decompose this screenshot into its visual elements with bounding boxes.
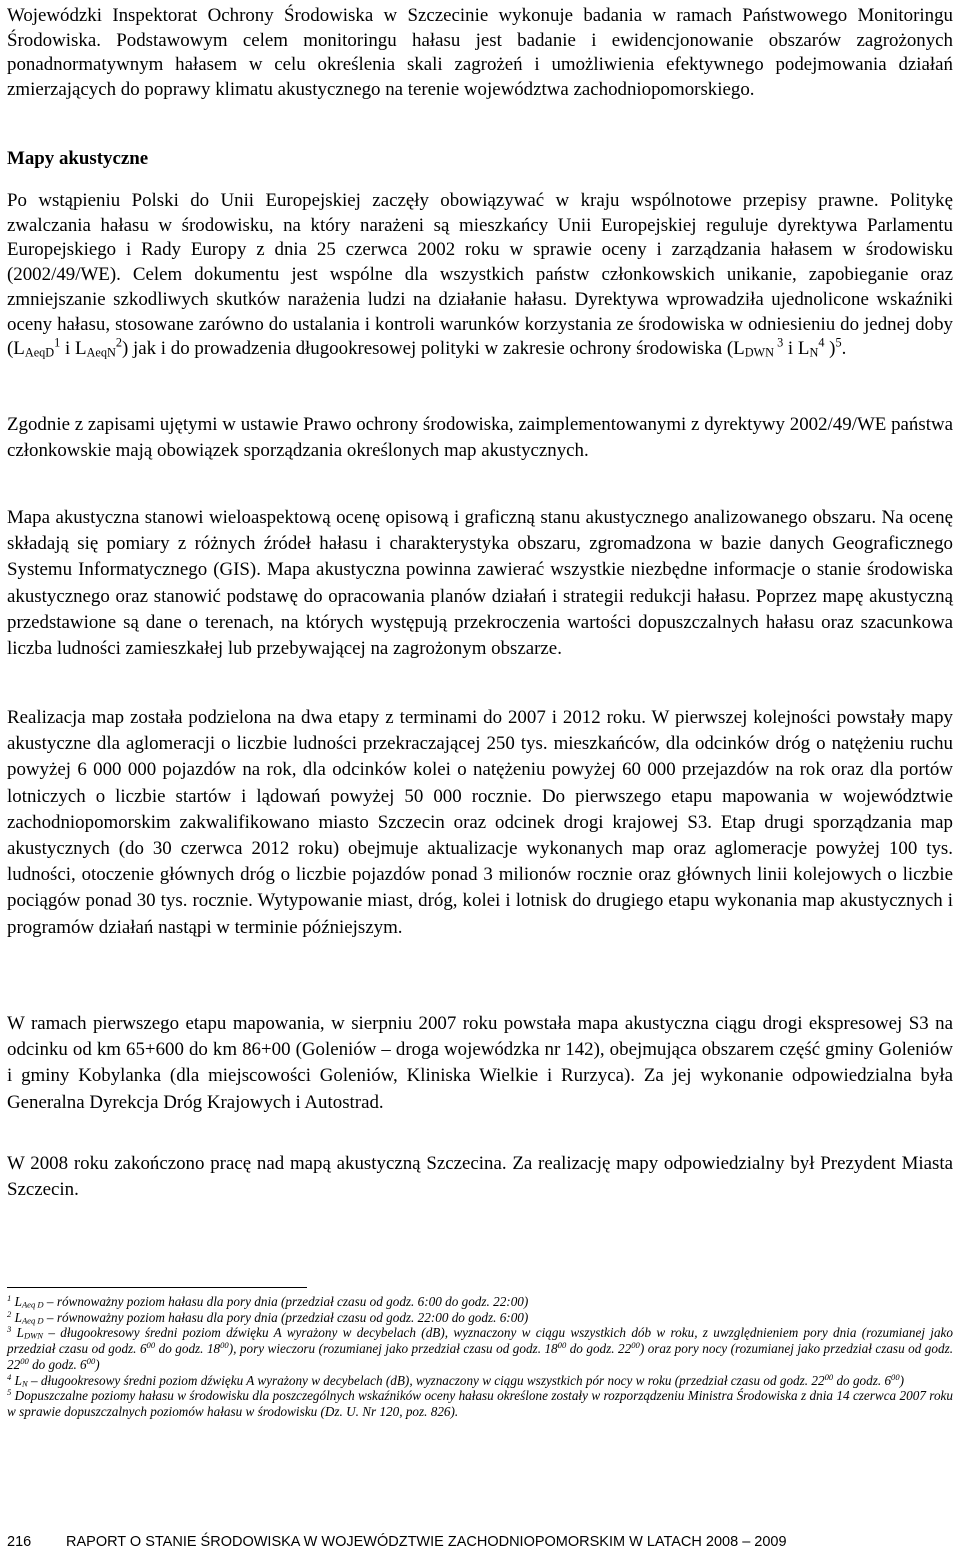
directive-paragraph	[7, 189, 953, 362]
conjunction: i	[783, 338, 798, 360]
footnote-1: $^1$ $L_{Aeq D}$ – równoważny poziom hałasu dla pory dnia (przedział czasu od godz. 6:00 do godz. 22:00)	[7, 1292, 529, 1310]
footnote-3: $^3$ $L_{DWN}$ – długookresowy średni poziom dźwięku A wyrażony w decybelach (dB), wyznaczony w ciągu wszystkich dób w roku, z uwzględnieniem pory dnia (rozumianej jako przedział czasu od godz. $6^{00}$ do godz. $18^{00}$), pory wieczoru (rozumianej jako przedział czasu od godz. $18^{00}$ do godz. $22^{00}$) oraz pory nocy (rozumianej jako przedział czasu od godz. $22^{00}$ do godz. $6^{00}$)	[7, 1324, 954, 1372]
stages-paragraph: Realizacja map została podzielona na dwa etapy z terminami do 2007 i 2012 roku. W pierwszej kolejności powstały mapy akustyczne dla aglomeracji o liczbie ludności przekraczającej 250 tys. mieszkańców, dla odcinków dróg o natężeniu ruchu powyżej 6 000 000 pojazdów na rok, dla odcinków kolei o natężeniu powyżej 60 000 przejazdów na rok oraz dla portów lotniczych o liczbie startów i lądowań powyżej 50 000 rocznie. Do pierwszego etapu mapowania w województwie zachodniopomorskim zakwalifikowano miasto Szczecin oraz odcinek drogi krajowej S3. Etap drugi sporządzania map akustycznych (do 30 czerwca 2012 roku) obejmuje aktualizacje wykonanych map oraz aglomeracje powyżej 100 tys. ludności, otoczenie głównych dróg o liczbie pojazdów ponad 3 milionów rocznie oraz głównych linii kolejowych o liczbie pociągów ponad 30 tys. rocznie. Wytypowanie miast, dróg, kolei i lotnisk do drugiego etapu wykonania map akustycznych i programów działań nastąpi w terminie późniejszym.	[7, 707, 953, 938]
report-title: RAPORT O STANIE ŚRODOWISKA W WOJEWÓDZTWIE ZACHODNIOPOMORSKIM W LATACH 2008 – 2009	[66, 1534, 787, 1550]
closing-paren: )	[824, 338, 836, 360]
intro-paragraph: Wojewódzki Inspektorat Ochrony Środowiska w Szczecinie wykonuje badania w ramach Państwowego Monitoringu Środowiska. Podstawowym celem monitoringu hałasu jest badanie i ewidencjonowanie obszarów zagrożonych ponadnormatywnym hałasem w celu określenia skali zagrożeń i umożliwienia efektywnego podejmowania działań zmierzających do poprawy klimatu akustycznego na terenie województwa zachodniopomorskiego.	[7, 5, 953, 101]
footnote-2: $^2$ $L_{Aeq D}$ – równoważny poziom hałasu dla pory dnia (przedział czasu od godz. 22:00 do godz. 6:00)	[7, 1308, 529, 1326]
period: .	[841, 338, 847, 360]
footnote-5: $^5$ Dopuszczalne poziomy hałasu w środowisku dla poszczególnych wskaźników oceny hałasu określone zostały w rozporządzeniu Ministra Środowiska z dnia 14 czerwca 2007 roku w sprawie dopuszczalnych poziomów hałasu w środowisku (Dz. U. Nr 120, poz. 826).	[7, 1387, 953, 1419]
footnotes	[7, 1294, 953, 1420]
section-heading: Mapy akustyczne	[7, 148, 149, 169]
law-paragraph: Zgodnie z zapisami ujętymi w ustawie Prawo ochrony środowiska, zaimplementowanymi z dyrektywy 2002/49/WE państwa członkowskie mają obowiązek sporządzania określonych map akustycznych.	[7, 414, 953, 462]
page-number: 216	[7, 1534, 32, 1550]
directive-text-a: Po wstąpieniu Polski do Unii Europejskiej zaczęły obowiązywać w kraju wspólnotowe przepisy prawne.	[7, 190, 879, 211]
footnote-ref-5: 5	[835, 335, 842, 350]
s3-map-paragraph: W ramach pierwszego etapu mapowania, w sierpniu 2007 roku powstała mapa akustyczna ciągu drogi ekspresowej S3 na odcinku od km 65+600 do km 86+00 (Goleniów – droga wojewódzka nr 142), obejmująca obszarem część gminy Goleniów i gminy Kobylanka (dla miejscowości Goleniów, Kliniska Wielkie i Rurzyca). Za jej wykonanie odpowiedzialna była Generalna Dyrekcja Dróg Krajowych i Autostrad.	[7, 1013, 953, 1113]
footnote-divider	[7, 1287, 307, 1288]
szczecin-map-paragraph: W 2008 roku zakończono pracę nad mapą akustyczną Szczecina. Za realizację mapy odpowiedzialny był Prezydent Miasta Szczecin.	[7, 1153, 953, 1201]
indicator-ln: $L_N^4$	[797, 335, 825, 360]
directive-text-c: ) jak i do prowadzenia długookresowej polityki w zakresie ochrony środowiska (	[121, 338, 734, 360]
indicator-ldwn: $L_{DWN}$ $^3$	[733, 335, 784, 360]
map-definition-paragraph: Mapa akustyczna stanowi wieloaspektową ocenę opisową i graficzną stanu akustycznego analizowanego obszaru. Na ocenę składają się pomiary z różnych źródeł hałasu i charakterystyka obszaru, zgromadzona w bazie danych Geograficznego Systemu Informatycznego (GIS). Mapa akustyczna powinna zawierać wszystkie niezbędne informacje o stanie środowiska akustycznego oraz stanowić podstawę do opracowania planów działań i strategii redukcji hałasu. Poprzez mapę akustyczną przedstawione są dane o terenach, na których występują przekroczenia wartości dopuszczalnych hałasu oraz szacunkowa liczba ludności zamieszkałej lub przebywającej na zagrożonym obszarze.	[7, 507, 953, 660]
indicator-laeqn: $L_{AeqN}^2$	[74, 335, 122, 360]
footnote-4: $^4$ $L_N$ – długookresowy średni poziom dźwięku A wyrażony w decybelach (dB), wyznaczony w ciągu wszystkich pór nocy w roku (przedział czasu od godz. $22^{00}$ do godz. $6^{00}$)	[7, 1371, 905, 1389]
directive-text-b: Politykę zwalczania hałasu w środowisku, na który narażeni są mieszkańcy Unii Europejskiej reguluje dyrektywa Parlamentu Europejskiego i Rady Europy z dnia 25 czerwca 2002 roku w sprawie oceny i zarządzania hałasem w środowisku (2002/49/WE). Celem dokumentu jest wspólne dla wszystkich państw członkowskich unikanie, zapobieganie oraz zmniejszanie szkodliwych skutków narażenia ludzi na działanie hałasu. Dyrektywa wprowadziła ujednolicone wskaźniki oceny hałasu, stosowane zarówno do ustalania i kontroli warunków korzystania ze środowiska w odniesieniu do jednej doby (	[7, 190, 953, 360]
conjunction: i	[60, 338, 75, 360]
indicator-laeqd: $L_{AeqD}^1$	[13, 335, 61, 360]
